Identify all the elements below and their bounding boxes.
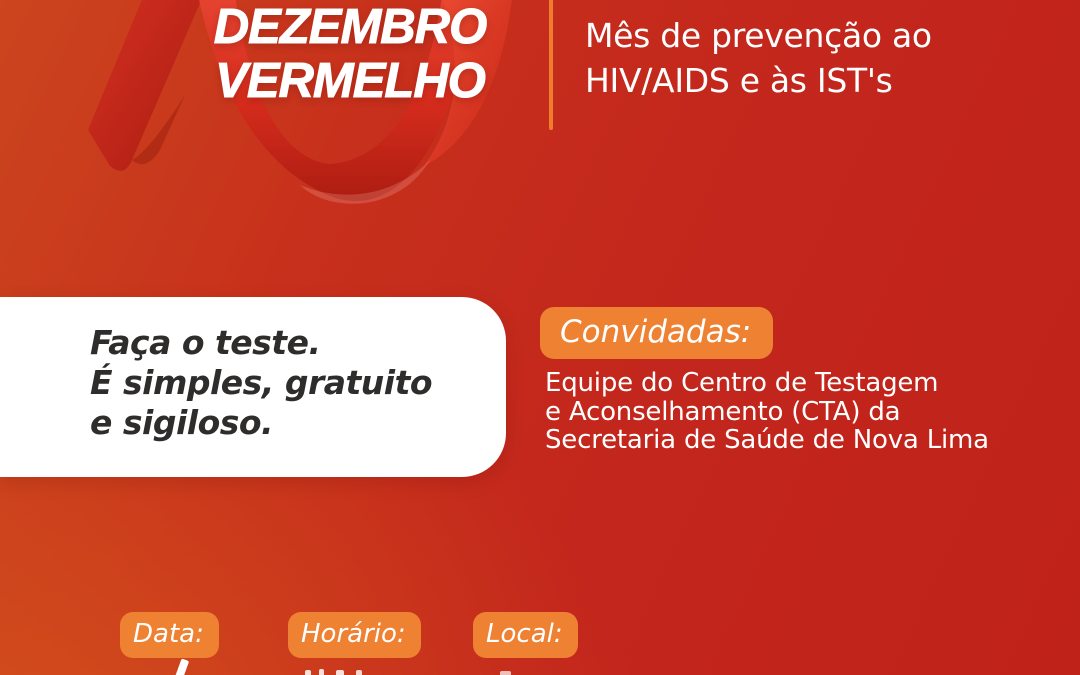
cropped-time-glyph (356, 670, 362, 675)
card-line-3: e sigiloso. (90, 403, 274, 442)
title-divider-line (549, 0, 553, 130)
poster-subtitle (585, 13, 1005, 103)
cropped-time-glyph (336, 670, 344, 675)
subtitle-line-2: HIV/AIDS e às IST's (585, 61, 893, 100)
cropped-date-glyph (173, 658, 189, 675)
horario-badge: Horário: (288, 612, 421, 658)
invitees-line-1: Equipe do Centro de Testagem (545, 368, 939, 398)
invitees-text (545, 369, 1045, 455)
convidadas-badge: Convidadas: (540, 307, 773, 359)
card-line-1: Faça o teste. (90, 323, 321, 362)
data-badge: Data: (120, 612, 219, 658)
test-message-card (0, 297, 506, 477)
invitees-line-2: e Aconselhamento (CTA) da (545, 396, 901, 427)
poster-title (178, 0, 522, 108)
cropped-local-glyph (500, 671, 511, 675)
title-line-2: VERMELHO (215, 54, 485, 108)
local-badge: Local: (473, 612, 578, 658)
cropped-time-glyph (305, 670, 311, 675)
invitees-line-3: Secretaria de Saúde de Nova Lima (545, 425, 989, 455)
cropped-time-glyph (319, 669, 324, 675)
test-message-text (90, 323, 432, 443)
subtitle-line-1: Mês de prevenção ao (585, 16, 932, 55)
card-line-2: É simples, gratuito (90, 363, 433, 402)
title-line-1: DEZEMBRO (213, 0, 487, 54)
